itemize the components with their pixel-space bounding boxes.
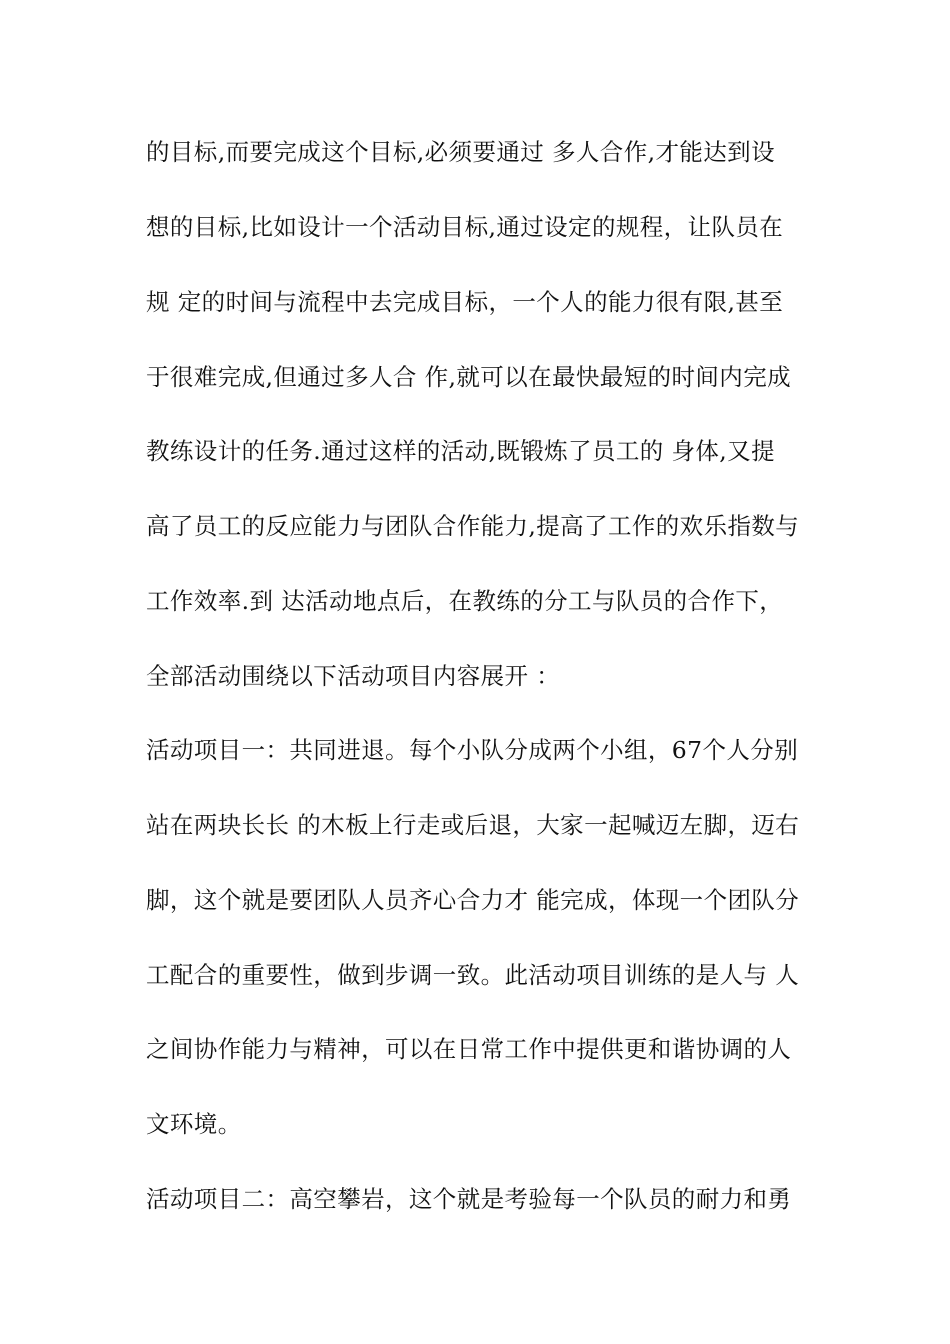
text-line: 工作效率.到 达活动地点后，在教练的分工与队员的合作下， [146, 587, 784, 615]
text-line: 站在两块长长 的木板上行走或后退，大家一起喊迈左脚，迈右 [146, 811, 800, 839]
text-line: 工配合的重要性，做到步调一致。此活动项目训练的是人与 人 [146, 961, 800, 989]
text-line: 之间协作能力与精神，可以在日常工作中提供更和谐协调的人 [146, 1035, 792, 1063]
text-line: 教练设计的任务.通过这样的活动,既锻炼了员工的 身体,又提 [146, 437, 775, 465]
text-line: 高了员工的反应能力与团队合作能力,提高了工作的欢乐指数与 [146, 512, 800, 540]
text-line: 脚，这个就是要团队人员齐心合力才 能完成，体现一个团队分 [146, 886, 800, 914]
text-line: 活动项目一：共同进退。每个小队分成两个小组，67个人分别 [146, 736, 799, 764]
text-line: 的目标,而要完成这个目标,必须要通过 多人合作,才能达到设 [146, 138, 775, 166]
text-line: 全部活动围绕以下活动项目内容展开 ： [146, 662, 561, 690]
text-line: 于很难完成,但通过多人合 作,就可以在最快最短的时间内完成 [146, 363, 792, 391]
text-line: 活动项目二：高空攀岩，这个就是考验每一个队员的耐力和勇 [146, 1185, 792, 1213]
text-line: 规 定的时间与流程中去完成目标，一个人的能力很有限,甚至 [146, 288, 784, 316]
text-line: 文环境。 [146, 1110, 242, 1138]
text-line: 想的目标,比如设计一个活动目标,通过设定的规程，让队员在 [146, 213, 784, 241]
